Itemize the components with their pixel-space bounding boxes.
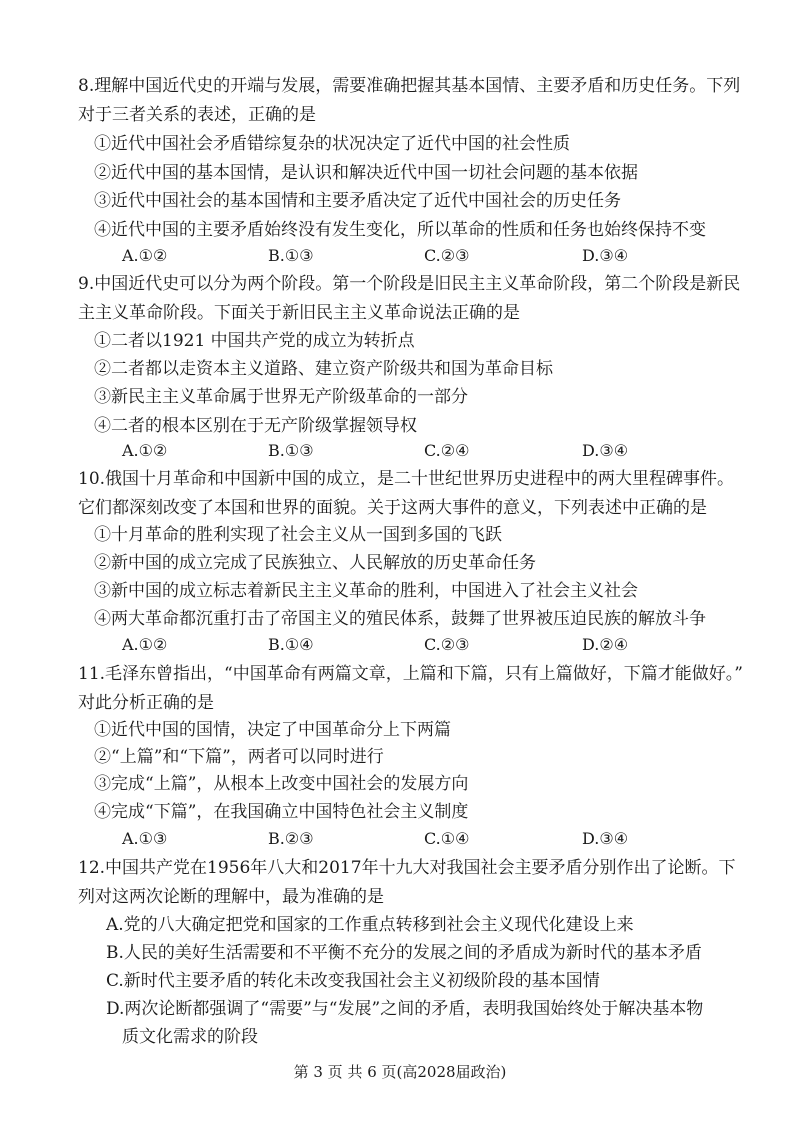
choice-a: A.①② — [122, 635, 168, 654]
question-stem: 12.中国共产党在1956年八大和2017年十九大对我国社会主要矛盾分别作出了论断。下 — [78, 858, 736, 878]
question-stem: 9.中国近代史可以分为两个阶段。第一个阶段是旧民主主义革命阶段，第二个阶段是新民 — [78, 274, 741, 294]
question-stem: 主主义革命阶段。下面关于新旧民主主义革命说法正确的是 — [78, 303, 520, 323]
statement: ④完成“下篇”，在我国确立中国特色社会主义制度 — [94, 802, 469, 822]
question-stem: 10.俄国十月革命和中国新中国的成立，是二十世纪世界历史进程中的两大里程碑事件。 — [78, 469, 735, 489]
statement: ③完成“上篇”，从根本上改变中国社会的发展方向 — [94, 774, 469, 794]
question-stem: 8.理解中国近代史的开端与发展，需要准确把握其基本国情、主要矛盾和历史任务。下列 — [78, 76, 741, 96]
choice-c: C.①④ — [424, 829, 470, 848]
statement: ①近代中国的国情，决定了中国革命分上下两篇 — [94, 720, 451, 740]
choices-row — [0, 245, 800, 267]
choices-row — [0, 634, 800, 656]
statement: ②二者都以走资本主义道路、建立资产阶级共和国为革命目标 — [94, 359, 553, 379]
choice-c: C.②④ — [424, 441, 470, 460]
choice-c: C.②③ — [424, 246, 470, 265]
question-stem: 11.毛泽东曾指出，“中国革命有两篇文章，上篇和下篇，只有上篇做好，下篇才能做好。” — [78, 664, 743, 684]
choice-b: B.①③ — [268, 441, 314, 460]
choices-row — [0, 828, 800, 850]
choice-a: A.①③ — [122, 829, 168, 848]
choice-b: B.①④ — [268, 635, 314, 654]
question-stem: 列对这两次论断的理解中，最为准确的是 — [78, 887, 384, 907]
statement: ③近代中国社会的基本国情和主要矛盾决定了近代中国社会的历史任务 — [94, 191, 621, 211]
lettered-option-d: D.两次论断都强调了“需要”与“发展”之间的矛盾，表明我国始终处于解决基本物 — [106, 999, 704, 1019]
statement: ①二者以1921 中国共产党的成立为转折点 — [94, 331, 415, 351]
statement: ①近代中国社会矛盾错综复杂的状况决定了近代中国的社会性质 — [94, 134, 570, 154]
lettered-option-d-continued: 质文化需求的阶段 — [122, 1027, 258, 1047]
choice-b: B.②③ — [268, 829, 314, 848]
choice-d: D.③④ — [582, 829, 629, 848]
choice-d: D.②④ — [582, 635, 629, 654]
choice-d: D.③④ — [582, 246, 629, 265]
statement: ②“上篇”和“下篇”，两者可以同时进行 — [94, 747, 384, 767]
question-stem: 对于三者关系的表述，正确的是 — [78, 105, 316, 125]
lettered-option-c: C.新时代主要矛盾的转化未改变我国社会主义初级阶段的基本国情 — [106, 971, 600, 991]
statement: ④近代中国的主要矛盾始终没有发生变化，所以革命的性质和任务也始终保持不变 — [94, 220, 706, 240]
statement: ③新中国的成立标志着新民主主义革命的胜利，中国进入了社会主义社会 — [94, 581, 638, 601]
statement: ④两大革命都沉重打击了帝国主义的殖民体系，鼓舞了世界被压迫民族的解放斗争 — [94, 609, 706, 629]
choice-b: B.①③ — [268, 246, 314, 265]
choice-d: D.③④ — [582, 441, 629, 460]
page-footer: 第 3 页 共 6 页(高2028届政治) — [293, 1063, 507, 1081]
question-stem: 它们都深刻改变了本国和世界的面貌。关于这两大事件的意义，下列表述中正确的是 — [78, 498, 707, 518]
lettered-option-a: A.党的八大确定把党和国家的工作重点转移到社会主义现代化建设上来 — [106, 915, 634, 935]
statement: ②新中国的成立完成了民族独立、人民解放的历史革命任务 — [94, 553, 536, 573]
statement: ②近代中国的基本国情，是认识和解决近代中国一切社会问题的基本依据 — [94, 163, 638, 183]
choice-a: A.①② — [122, 246, 168, 265]
question-stem: 对此分析正确的是 — [78, 693, 214, 713]
lettered-option-b: B.人民的美好生活需要和不平衡不充分的发展之间的矛盾成为新时代的基本矛盾 — [106, 943, 702, 963]
choice-a: A.①② — [122, 441, 168, 460]
choice-c: C.②③ — [424, 635, 470, 654]
choices-row — [0, 440, 800, 462]
statement: ④二者的根本区别在于无产阶级掌握领导权 — [94, 416, 417, 436]
statement: ③新民主主义革命属于世界无产阶级革命的一部分 — [94, 387, 468, 407]
statement: ①十月革命的胜利实现了社会主义从一国到多国的飞跃 — [94, 525, 502, 545]
